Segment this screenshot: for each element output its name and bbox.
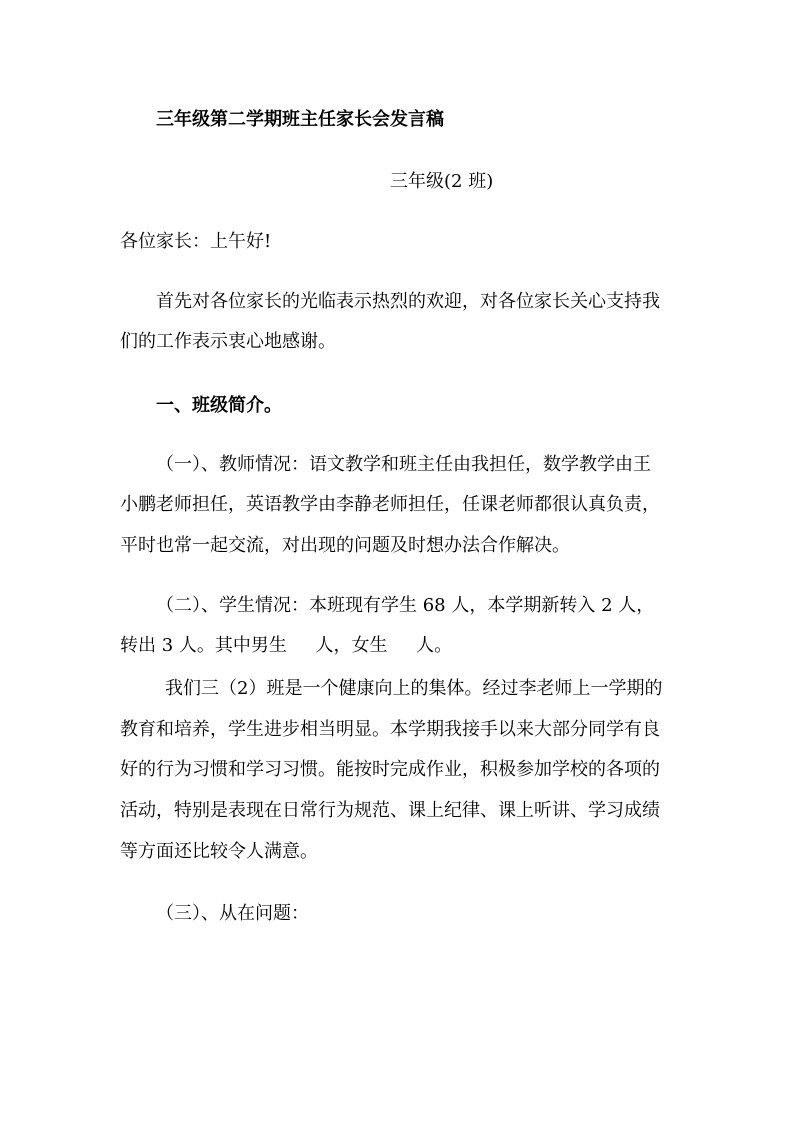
greeting: 各位家长：上午好! bbox=[120, 231, 272, 252]
problems-heading: （三）、从在问题： bbox=[156, 903, 309, 924]
class-desc-line-5: 等方面还比较令人满意。 bbox=[120, 841, 318, 862]
class-desc-line-4: 活动，特别是表现在日常行为规范、课上纪律、课上听讲、学习成绩 bbox=[120, 800, 660, 821]
class-desc-line-2: 教育和培养，学生进步相当明显。本学期我接手以来大部分同学有良 bbox=[120, 719, 660, 740]
class-desc-line-1: 我们三（2）班是一个健康向上的集体。经过李老师上一学期的 bbox=[165, 678, 663, 699]
students-line-2: 转出 3 人。其中男生 人，女生 人。 bbox=[120, 635, 453, 656]
students-line-1: （二）、学生情况：本班现有学生 68 人，本学期新转入 2 人， bbox=[156, 595, 655, 616]
teachers-line-2: 小鹏老师担任，英语教学由李静老师担任，任课老师都很认真负责， bbox=[120, 494, 660, 515]
class-name: 三年级(2 班) bbox=[390, 171, 494, 192]
class-desc-line-3: 好的行为习惯和学习习惯。能按时完成作业，积极参加学校的各项的 bbox=[120, 759, 660, 780]
intro-line-1: 首先对各位家长的光临表示热烈的欢迎，对各位家长关心支持我 bbox=[156, 291, 660, 312]
intro-line-2: 们的工作表示衷心地感谢。 bbox=[120, 331, 336, 352]
teachers-line-3: 平时也常一起交流，对出现的问题及时想办法合作解决。 bbox=[120, 535, 570, 556]
section1-heading: 一、班级简介。 bbox=[156, 395, 282, 416]
teachers-line-1: （一）、教师情况：语文教学和班主任由我担任，数学教学由王 bbox=[156, 454, 651, 475]
document-title: 三年级第二学期班主任家长会发言稿 bbox=[156, 109, 444, 130]
